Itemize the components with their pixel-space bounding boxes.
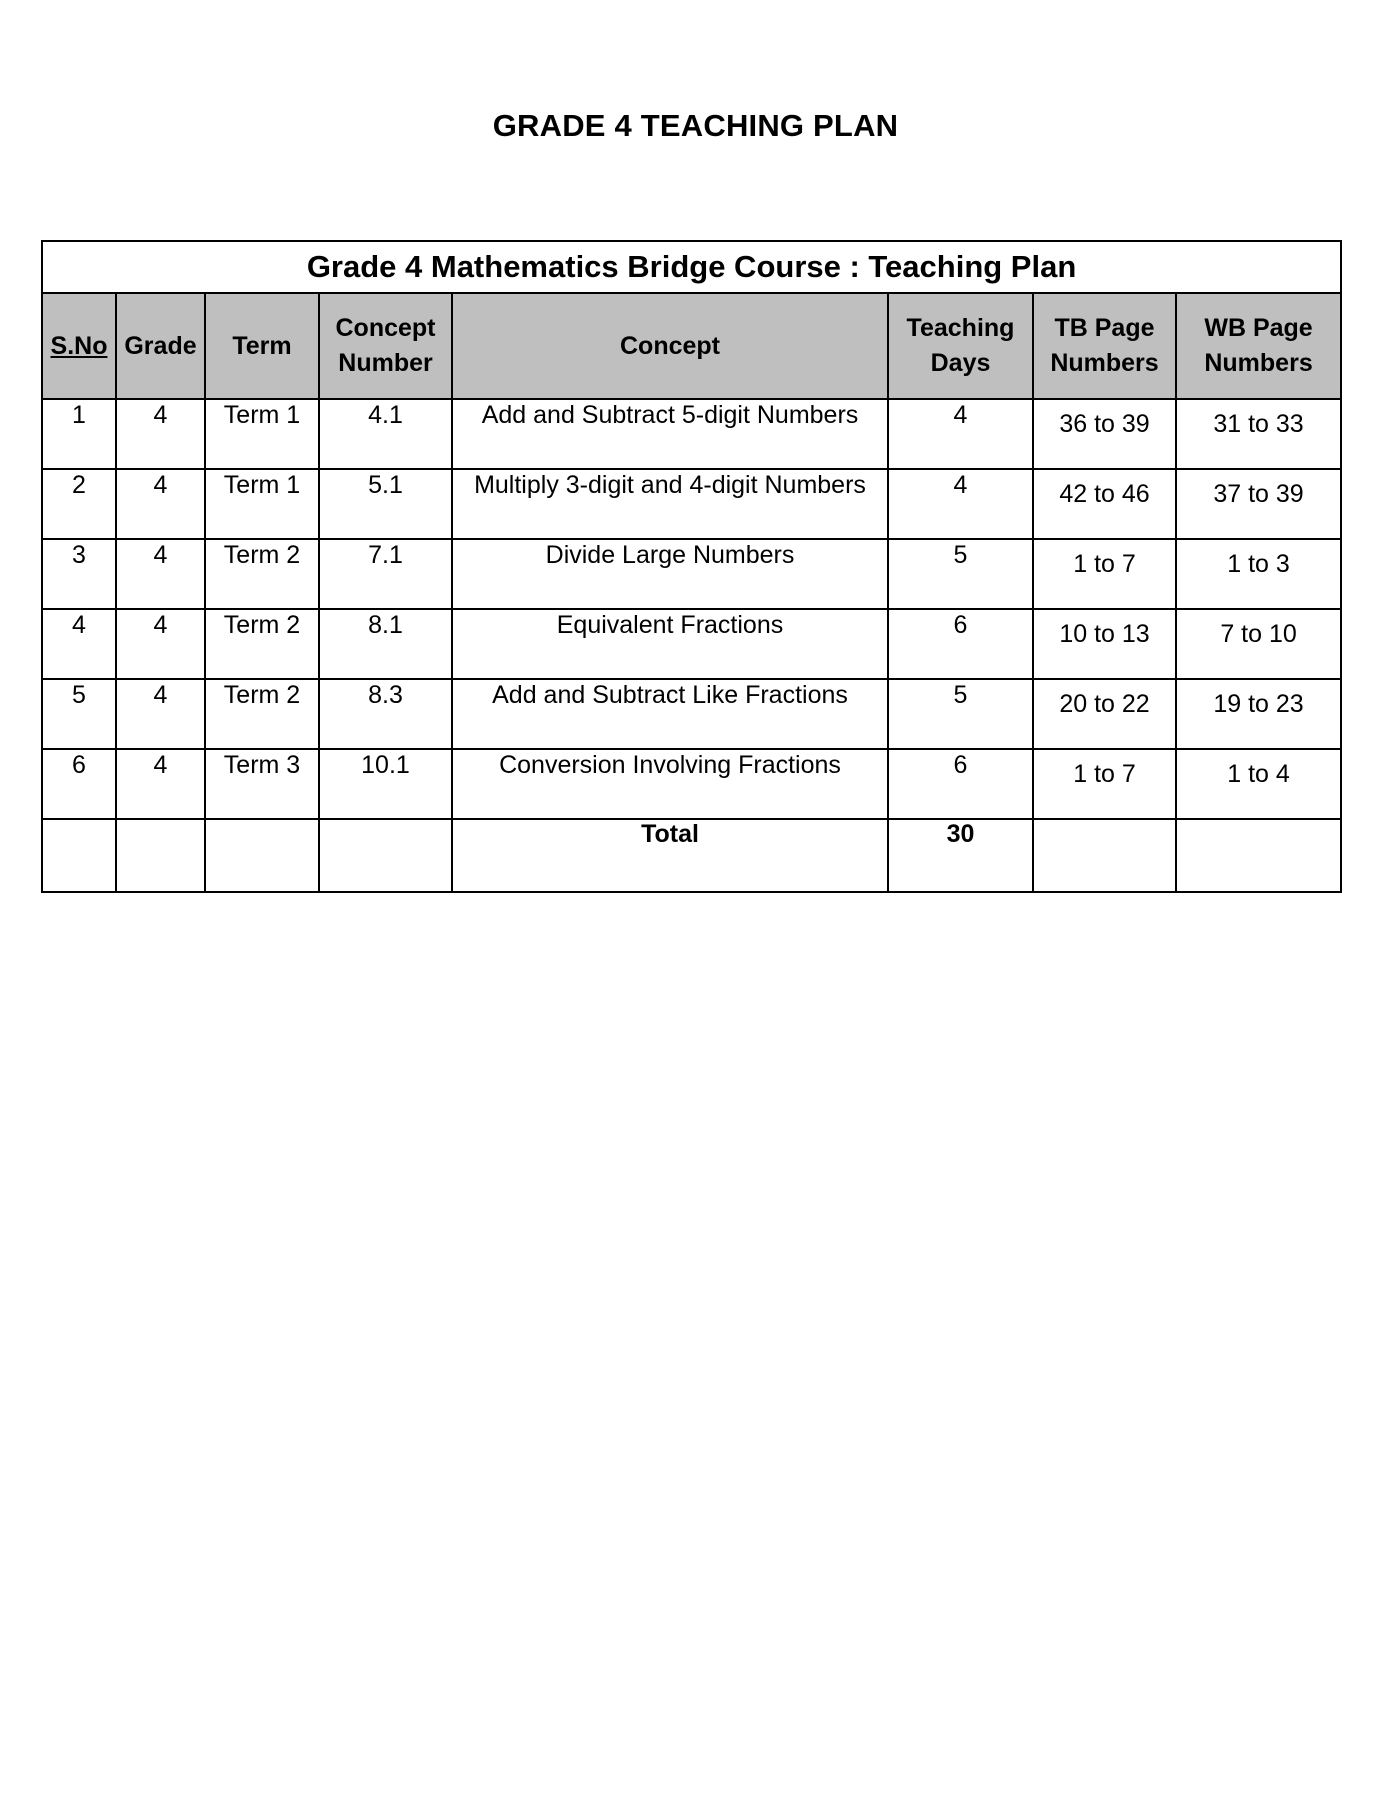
cell-tb-pages: 42 to 46 — [1033, 469, 1176, 539]
header-wb-pages-line1: WB Page — [1204, 314, 1313, 342]
cell-sno: 2 — [42, 469, 116, 539]
cell-term: Term 2 — [205, 679, 319, 749]
total-empty-cell — [205, 819, 319, 892]
table-row — [42, 469, 1341, 539]
cell-concept-number: 5.1 — [319, 469, 452, 539]
cell-concept: Divide Large Numbers — [452, 539, 888, 609]
cell-term: Term 1 — [205, 469, 319, 539]
cell-tb-pages: 36 to 39 — [1033, 399, 1176, 469]
cell-grade: 4 — [116, 469, 205, 539]
header-tb-pages-line1: TB Page — [1054, 314, 1155, 342]
total-empty-cell — [1033, 819, 1176, 892]
cell-concept: Add and Subtract Like Fractions — [452, 679, 888, 749]
table-row — [42, 749, 1341, 819]
cell-concept-number: 10.1 — [319, 749, 452, 819]
total-label: Total — [452, 819, 888, 892]
header-concept-number-line1: Concept — [335, 314, 436, 342]
teaching-plan-table — [41, 240, 1342, 893]
table-total-row — [42, 819, 1341, 892]
cell-term: Term 2 — [205, 609, 319, 679]
cell-grade: 4 — [116, 749, 205, 819]
header-teaching-days — [888, 293, 1033, 399]
cell-wb-pages: 1 to 3 — [1176, 539, 1341, 609]
header-teaching-days-line2: Days — [930, 349, 991, 377]
cell-concept-number: 4.1 — [319, 399, 452, 469]
cell-teaching-days: 6 — [888, 749, 1033, 819]
cell-grade: 4 — [116, 609, 205, 679]
header-term: Term — [205, 293, 319, 399]
cell-sno: 4 — [42, 609, 116, 679]
cell-sno: 1 — [42, 399, 116, 469]
cell-wb-pages: 7 to 10 — [1176, 609, 1341, 679]
cell-concept: Equivalent Fractions — [452, 609, 888, 679]
cell-teaching-days: 5 — [888, 679, 1033, 749]
header-tb-pages-line2: Numbers — [1050, 349, 1159, 377]
table-row — [42, 679, 1341, 749]
header-wb-pages-line2: Numbers — [1204, 349, 1313, 377]
total-empty-cell — [116, 819, 205, 892]
cell-wb-pages: 31 to 33 — [1176, 399, 1341, 469]
header-concept-number — [319, 293, 452, 399]
table-row — [42, 399, 1341, 469]
cell-tb-pages: 10 to 13 — [1033, 609, 1176, 679]
cell-teaching-days: 4 — [888, 469, 1033, 539]
cell-sno: 6 — [42, 749, 116, 819]
cell-wb-pages: 1 to 4 — [1176, 749, 1341, 819]
total-empty-cell — [42, 819, 116, 892]
table-row — [42, 609, 1341, 679]
total-empty-cell — [319, 819, 452, 892]
cell-concept: Conversion Involving Fractions — [452, 749, 888, 819]
cell-tb-pages: 1 to 7 — [1033, 539, 1176, 609]
header-wb-pages — [1176, 293, 1341, 399]
cell-grade: 4 — [116, 399, 205, 469]
cell-sno: 5 — [42, 679, 116, 749]
cell-tb-pages: 1 to 7 — [1033, 749, 1176, 819]
cell-wb-pages: 19 to 23 — [1176, 679, 1341, 749]
cell-concept-number: 8.3 — [319, 679, 452, 749]
header-sno: S.No — [42, 293, 116, 399]
cell-term: Term 3 — [205, 749, 319, 819]
cell-concept: Multiply 3-digit and 4-digit Numbers — [452, 469, 888, 539]
cell-concept: Add and Subtract 5-digit Numbers — [452, 399, 888, 469]
cell-term: Term 2 — [205, 539, 319, 609]
cell-grade: 4 — [116, 679, 205, 749]
table-header-row — [42, 293, 1341, 399]
cell-teaching-days: 5 — [888, 539, 1033, 609]
header-concept: Concept — [452, 293, 888, 399]
total-teaching-days: 30 — [888, 819, 1033, 892]
table-row — [42, 539, 1341, 609]
cell-grade: 4 — [116, 539, 205, 609]
table-caption-row — [42, 241, 1341, 293]
cell-sno: 3 — [42, 539, 116, 609]
header-concept-number-line2: Number — [338, 349, 433, 377]
cell-term: Term 1 — [205, 399, 319, 469]
cell-wb-pages: 37 to 39 — [1176, 469, 1341, 539]
cell-tb-pages: 20 to 22 — [1033, 679, 1176, 749]
cell-teaching-days: 6 — [888, 609, 1033, 679]
total-empty-cell — [1176, 819, 1341, 892]
cell-teaching-days: 4 — [888, 399, 1033, 469]
header-teaching-days-line1: Teaching — [906, 314, 1015, 342]
cell-concept-number: 7.1 — [319, 539, 452, 609]
header-tb-pages — [1033, 293, 1176, 399]
table-caption: Grade 4 Mathematics Bridge Course : Teaching Plan — [42, 241, 1341, 293]
cell-concept-number: 8.1 — [319, 609, 452, 679]
header-grade: Grade — [116, 293, 205, 399]
page-title: GRADE 4 TEACHING PLAN — [492, 108, 899, 143]
